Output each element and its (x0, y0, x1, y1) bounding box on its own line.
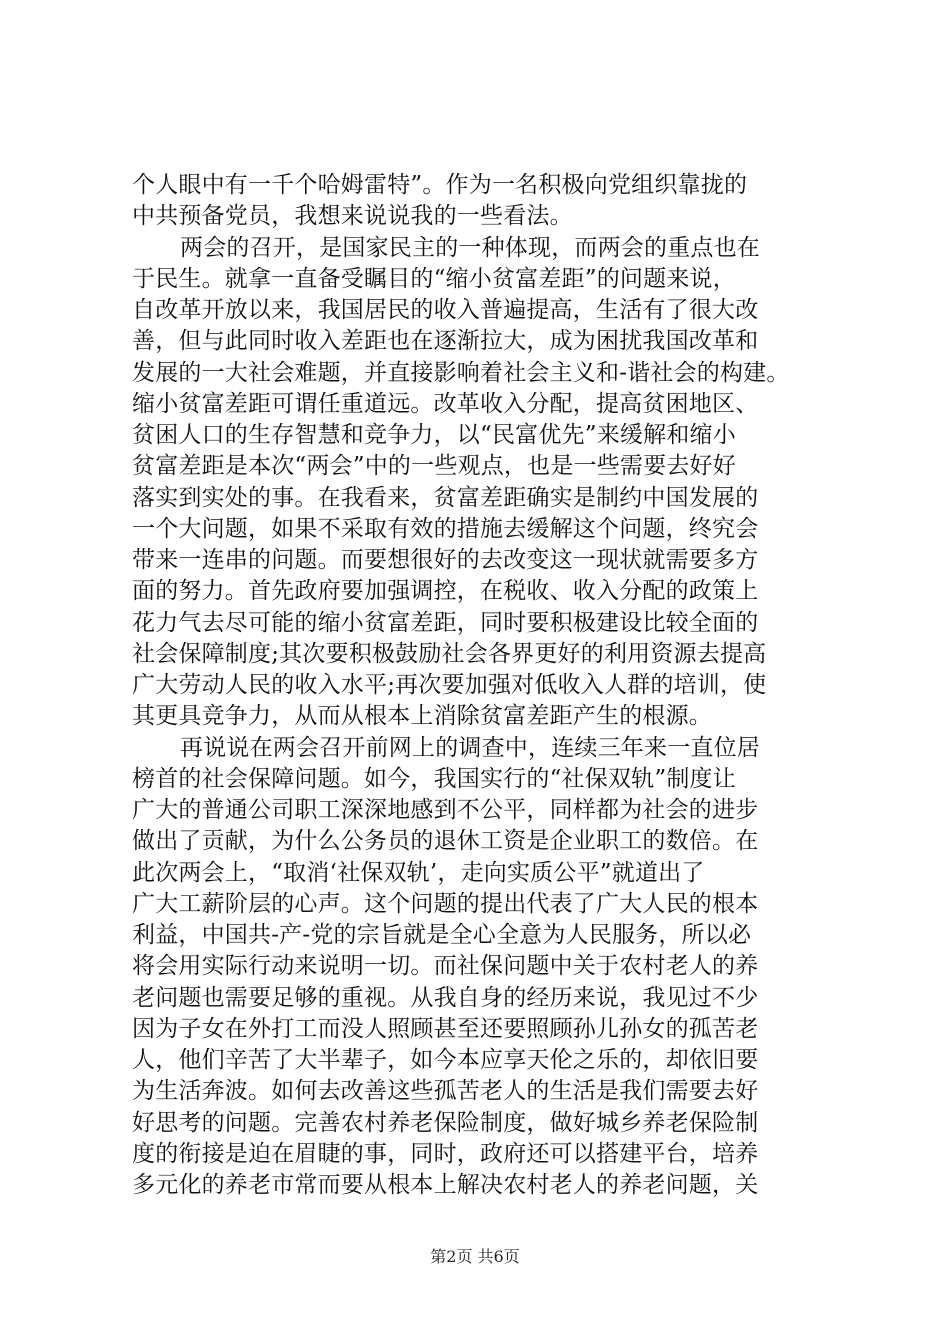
text-line: 自改革开放以来，我国居民的收入普遍提高，生活有了很大改 (132, 297, 759, 323)
text-line: 此次两会上，“取消‘社保双轨’，走向实质公平”就道出了 (132, 859, 705, 886)
text-line: 落实到实处的事。在我看来，贫富差距确实是制约中国发展的 (132, 484, 759, 511)
document-body (132, 170, 822, 1201)
paragraph (132, 170, 822, 233)
paragraph (132, 233, 822, 733)
text-line: 人，他们辛苦了大半辈子，如今本应享天伦之乐的，却依旧要 (132, 1047, 759, 1073)
text-line: 度的衔接是迫在眉睫的事，同时，政府还可以搭建平台，培养 (132, 1140, 759, 1167)
text-line: 其更具竞争力，从而从根本上消除贫富差距产生的根源。 (132, 703, 712, 730)
text-line: 将会用实际行动来说明一切。而社保问题中关于农村老人的养 (132, 953, 759, 980)
text-line: 一个大问题，如果不采取有效的措施去缓解这个问题，终究会 (132, 515, 759, 542)
text-line: 善，但与此同时收入差距也在逐渐拉大，成为困扰我国改革和 (132, 328, 759, 355)
text-line: 个人眼中有一千个哈姆雷特”。作为一名积极向党组织靠拢的 (132, 172, 748, 198)
text-line: 花力气去尽可能的缩小贫富差距，同时要积极建设比较全面的 (132, 609, 759, 636)
paragraph (132, 733, 822, 1202)
text-line: 做出了贡献，为什么公务员的退休工资是企业职工的数倍。在 (132, 828, 759, 855)
page-footer: 第2页 共6页 (430, 1247, 520, 1266)
text-line: 榜首的社会保障问题。如今，我国实行的“社保双轨”制度让 (132, 765, 736, 792)
text-line: 发展的一大社会难题，并直接影响着社会主义和-谐社会的构建。 (132, 359, 790, 386)
text-line: 广大劳动人民的收入水平;再次要加强对低收入人群的培训，使 (132, 672, 767, 698)
text-line: 因为子女在外打工而没人照顾甚至还要照顾孙儿孙女的孤苦老 (132, 1015, 759, 1042)
text-line: 贫困人口的生存智慧和竞争力，以“民富优先”来缓解和缩小 (132, 422, 736, 448)
text-line: 广大工薪阶层的心声。这个问题的提出代表了广大人民的根本 (132, 890, 759, 917)
text-line: 再说说在两会召开前网上的调查中，连续三年来一直位居 (180, 734, 760, 761)
text-line: 两会的召开，是国家民主的一种体现，而两会的重点也在 (180, 234, 760, 261)
text-line: 贫富差距是本次“两会”中的一些观点，也是一些需要去好好 (132, 453, 736, 480)
text-line: 利益，中国共-产-党的宗旨就是全心全意为人民服务，所以必 (132, 922, 752, 948)
text-line: 为生活奔波。如何去改善这些孤苦老人的生活是我们需要去好 (132, 1078, 759, 1105)
text-line: 中共预备党员，我想来说说我的一些看法。 (132, 203, 573, 230)
text-line: 多元化的养老市常而要从根本上解决农村老人的养老问题，关 (132, 1172, 759, 1198)
text-line: 好思考的问题。完善农村养老保险制度，做好城乡养老保险制 (132, 1109, 759, 1136)
text-line: 面的努力。首先政府要加强调控，在税收、收入分配的政策上 (132, 578, 759, 605)
text-line: 于民生。就拿一直备受瞩目的“缩小贫富差距”的问题来说， (132, 265, 736, 292)
text-line: 社会保障制度;其次要积极鼓励社会各界更好的利用资源去提高 (132, 640, 767, 667)
text-line: 带来一连串的问题。而要想很好的去改变这一现状就需要多方 (132, 547, 759, 573)
text-line: 广大的普通公司职工深深地感到不公平，同样都为社会的进步 (132, 797, 759, 823)
text-line: 老问题也需要足够的重视。从我自身的经历来说，我见过不少 (132, 984, 759, 1011)
text-line: 缩小贫富差距可谓任重道远。改革收入分配，提高贫困地区、 (132, 390, 759, 417)
